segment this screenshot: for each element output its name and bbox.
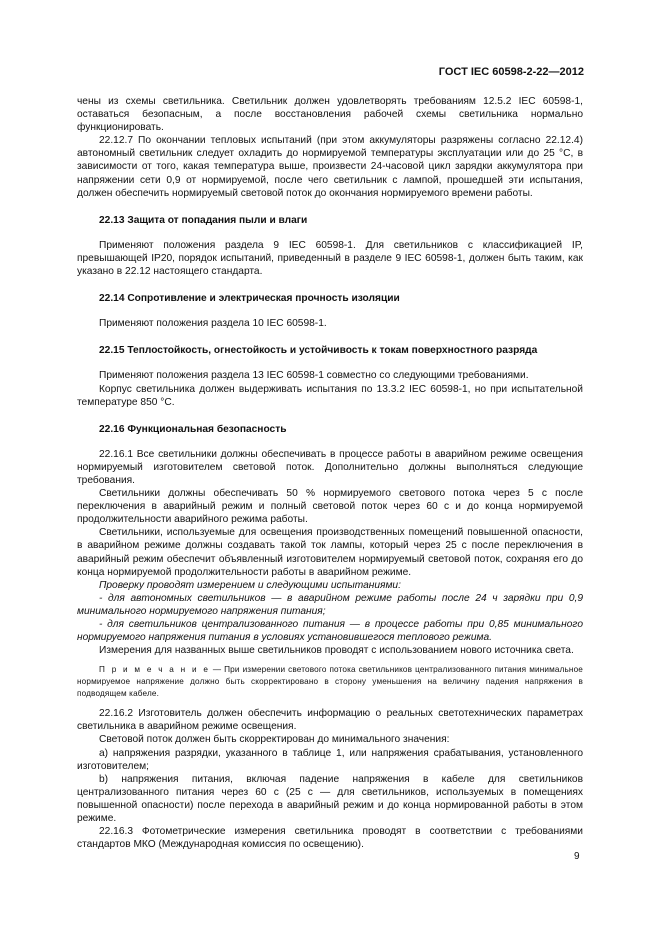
note-text: — При измерении светового потока светильников централизованного питания минимальное нормируемое напряжение должно быть скорректировано в сторону уменьшения на величину падения напряжения в подводящем кабеле. bbox=[77, 665, 584, 699]
page-body bbox=[77, 95, 583, 851]
paragraph: чены из схемы светильника. Светильник должен удовлетворять требованиям 12.5.2 IEC 60598-1, оставаться безопасным, а после восстановления рабочей схемы светильника нормально функционировать. bbox=[77, 96, 583, 134]
paragraph: Измерения для названных выше светильников проводят с использованием нового источника света. bbox=[99, 645, 574, 657]
section-heading-22-13: 22.13 Защита от попадания пыли и влаги bbox=[99, 214, 308, 226]
paragraph: 22.12.7 По окончании тепловых испытаний (при этом аккумуляторы разряжены согласно 22.12.4) автономный светильник следует охладить до нормируемой температуры эксплуатации или до 25 °С, в зависимости от того, какая температура выше, произвести 24-часовой цикл зарядки аккумулятора при напряжении сети 0,9 от нормируемой, после чего светильник с лампой, прошедшей эти испытания, должен обеспечить нормируемый световой поток до окончания нормируемого времени работы. bbox=[77, 135, 583, 199]
section-heading-22-14: 22.14 Сопротивление и электрическая прочность изоляции bbox=[99, 293, 400, 305]
paragraph: Проверку проводят измерением и следующими испытаниями: bbox=[99, 579, 401, 591]
paragraph: Применяют положения раздела 13 IEC 60598-1 совместно со следующими требованиями. bbox=[99, 370, 529, 382]
note-label: П р и м е ч а н и е bbox=[99, 665, 210, 675]
paragraph: 22.16.3 Фотометрические измерения светильника проводят в соответствии с требованиями стандартов МКО (Международная комиссия по освещению). bbox=[77, 826, 583, 851]
paragraph: 22.16.1 Все светильники должны обеспечивать в процессе работы в аварийном режиме освещения нормируемый изготовителем световой поток. Дополнительно должны выполняться следующие требования. bbox=[77, 448, 583, 486]
document-header: ГОСТ IEC 60598-2-22—2012 bbox=[438, 66, 584, 78]
list-item: a) напряжения разрядки, указанного в таблице 1, или напряжения срабатывания, установленного изготовителем; bbox=[77, 747, 583, 772]
paragraph: Применяют положения раздела 10 IEC 60598-1. bbox=[99, 318, 327, 330]
section-heading-22-16: 22.16 Функциональная безопасность bbox=[99, 423, 287, 435]
page-number: 9 bbox=[574, 851, 580, 862]
paragraph: Световой поток должен быть скорректирован до минимального значения: bbox=[99, 734, 450, 746]
list-item: - для автономных светильников — в аварийном режиме работы после 24 ч зарядки при 0,9 минимального нормируемого напряжения питания; bbox=[77, 592, 583, 617]
paragraph: Корпус светильника должен выдерживать испытания по 13.3.2 IEC 60598-1, но при испытательной температуре 850 °С. bbox=[77, 383, 583, 408]
paragraph: Светильники должны обеспечивать 50 % нормируемого светового потока через 5 с после переключения в аварийный режим и полный световой поток через 60 с и до конца нормируемой продолжительности аварийного режима работы. bbox=[77, 488, 583, 526]
section-heading-22-15: 22.15 Теплостойкость, огнестойкость и устойчивость к токам поверхностного разряда bbox=[99, 345, 538, 357]
paragraph: Светильники, используемые для освещения производственных помещений повышенной опасности, в аварийном режиме должны создавать такой ток лампы, который через 25 с после переключения в аварийный режим обеспечит объявленный изготовителем нормируемый световой поток, сохраняя его до конца нормируемой продолжительности работы в аварийном режиме. bbox=[77, 527, 583, 578]
paragraph: Применяют положения раздела 9 IEC 60598-1. Для светильников с классификацией IP, превышающей IP20, порядок испытаний, приведенный в разделе 9 IEC 60598-1, должен быть таким, как указано в 22.12 настоящего стандарта. bbox=[77, 239, 583, 278]
paragraph: 22.16.2 Изготовитель должен обеспечить информацию о реальных светотехнических параметрах светильника в аварийном режиме освещения. bbox=[77, 708, 583, 733]
list-item: b) напряжения питания, включая падение напряжения в кабеле для светильников централизованного питания через 60 с (25 с — для светильников, используемых в помещениях повышенной опасности) после перехода в аварийный режим и до конца нормированной работы в этом режиме. bbox=[77, 773, 583, 825]
note bbox=[77, 664, 583, 700]
list-item: - для светильников централизованного питания — в процессе работы при 0,85 минимального нормируемого напряжения питания в условиях установившегося теплового режима. bbox=[77, 619, 583, 644]
